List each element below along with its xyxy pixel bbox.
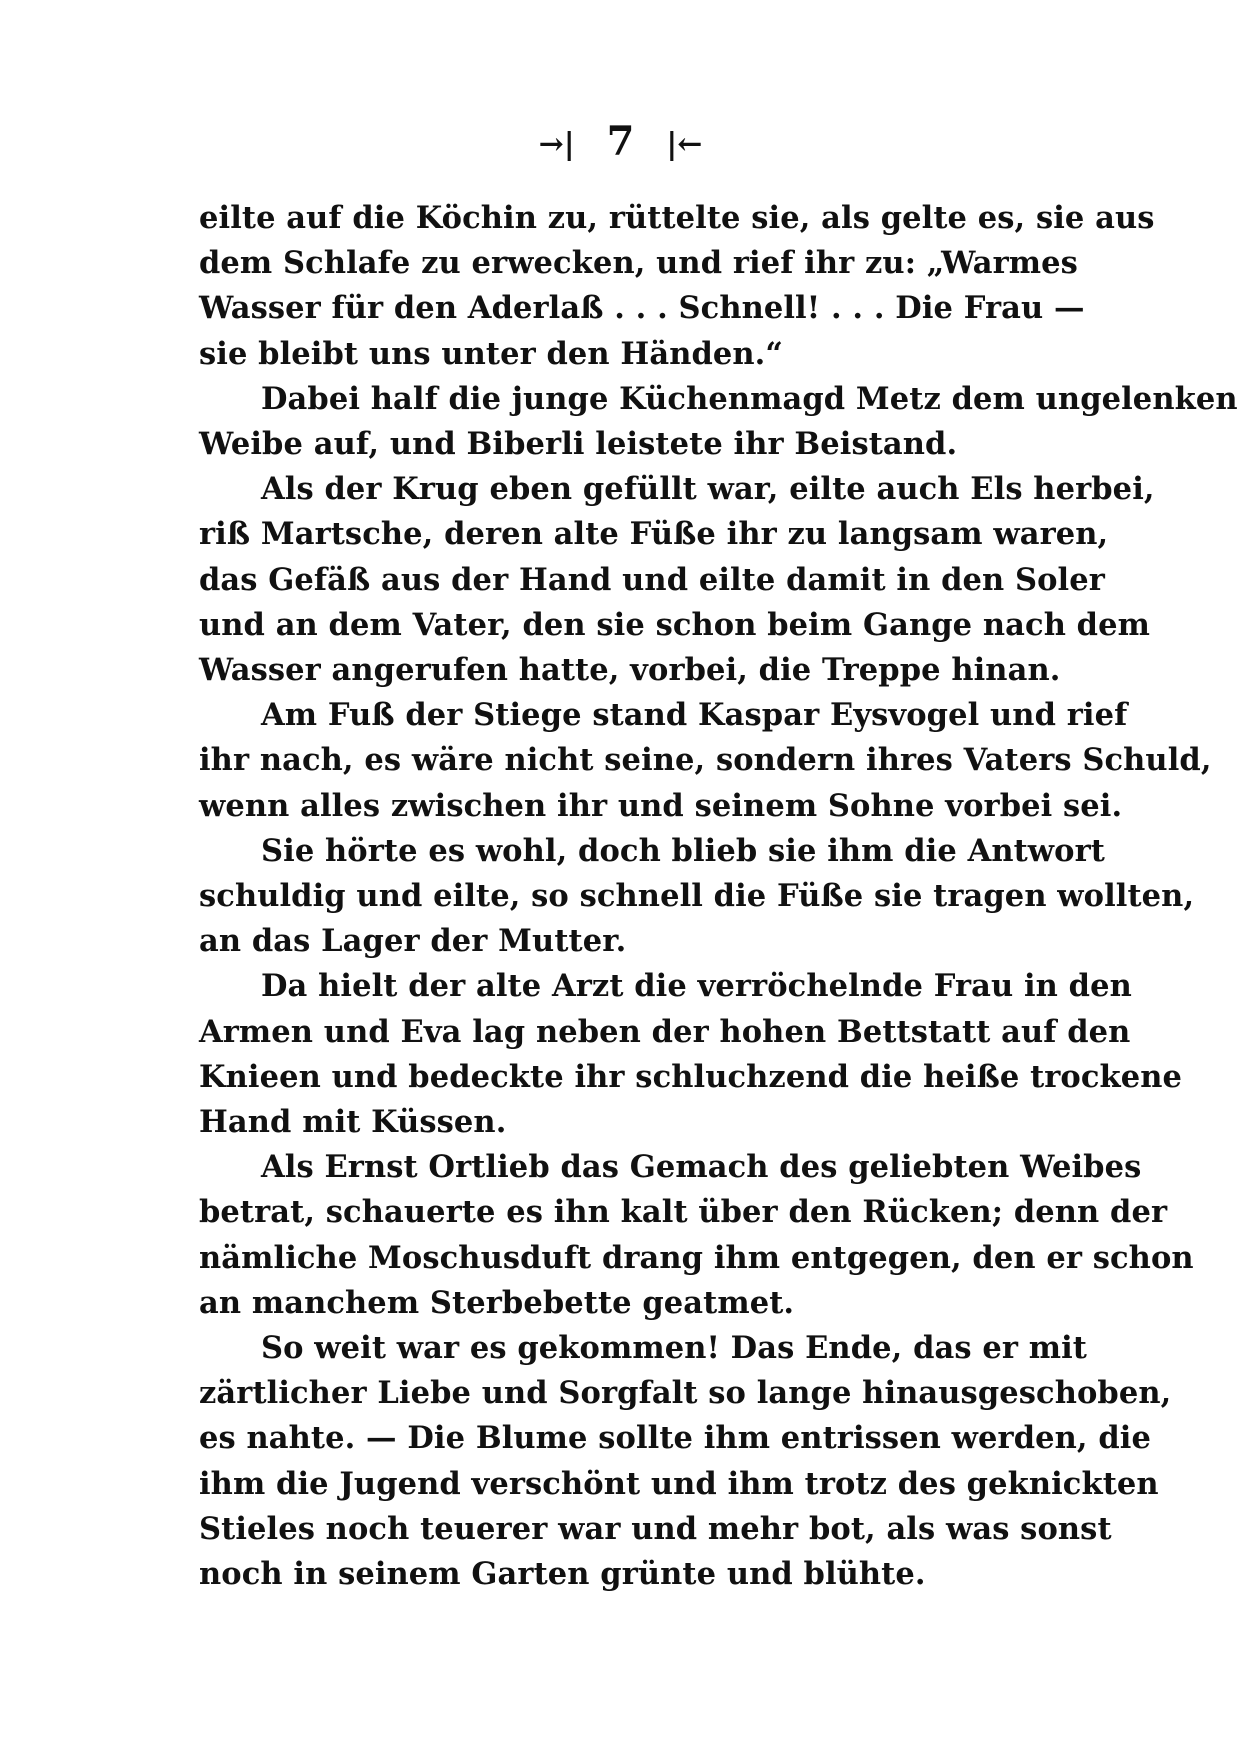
- text-line: Wasser angerufen hatte, vorbei, die Treppe hinan.: [199, 652, 1061, 689]
- text-line: Stieles noch teuerer war und mehr bot, als was sonst: [199, 1510, 1112, 1547]
- text-line: Als Ernst Ortlieb das Gemach des geliebten Weibes: [261, 1149, 1142, 1186]
- text-line: Sie hörte es wohl, doch blieb sie ihm die Antwort: [261, 832, 1105, 869]
- text-line: sie bleibt uns unter den Händen.“: [199, 335, 784, 372]
- text-line: Am Fuß der Stiege stand Kaspar Eysvogel und rief: [261, 697, 1128, 734]
- page-header: [0, 118, 1241, 169]
- left-ornament: →|: [538, 127, 575, 162]
- text-line: Als der Krug eben gefüllt war, eilte auch Els herbei,: [261, 471, 1155, 508]
- text-line: ihm die Jugend verschönt und ihm trotz des geknickten: [199, 1465, 1159, 1502]
- text-line: dem Schlafe zu erwecken, und rief ihr zu: „Warmes: [199, 245, 1078, 282]
- text-line: und an dem Vater, den sie schon beim Gange nach dem: [199, 606, 1150, 643]
- text-line: noch in seinem Garten grünte und blühte.: [199, 1556, 926, 1593]
- text-line: schuldig und eilte, so schnell die Füße sie tragen wollten,: [199, 878, 1195, 915]
- text-line: eilte auf die Köchin zu, rüttelte sie, als gelte es, sie aus: [199, 200, 1155, 236]
- paragraph: [199, 467, 1155, 693]
- paragraph: [199, 964, 1183, 1145]
- paragraph: [199, 693, 1212, 829]
- text-line: So weit war es gekommen! Das Ende, das er mit: [261, 1330, 1087, 1367]
- text-line: betrat, schauerte es ihn kalt über den Rücken; denn der: [199, 1194, 1168, 1231]
- text-line: Hand mit Küssen.: [199, 1104, 507, 1141]
- text-line: wenn alles zwischen ihr und seinem Sohne vorbei sei.: [199, 787, 1123, 824]
- text-line: Knieen und bedeckte ihr schluchzend die heiße trockene: [199, 1058, 1183, 1095]
- paragraph: [199, 1326, 1172, 1597]
- text-line: Weibe auf, und Biberli leistete ihr Beistand.: [199, 426, 958, 463]
- text-line: Da hielt der alte Arzt die verröchelnde Frau in den: [261, 968, 1132, 1005]
- text-line: riß Martsche, deren alte Füße ihr zu langsam waren,: [199, 516, 1109, 553]
- text-line: das Gefäß aus der Hand und eilte damit in den Soler: [199, 561, 1105, 598]
- right-ornament: |←: [666, 127, 703, 162]
- text-line: Armen und Eva lag neben der hohen Bettstatt auf den: [199, 1013, 1131, 1050]
- page-number: 7: [606, 118, 635, 165]
- paragraph: [199, 829, 1195, 965]
- text-line: an das Lager der Mutter.: [199, 923, 627, 960]
- paragraph: [199, 1145, 1194, 1326]
- text-line: zärtlicher Liebe und Sorgfalt so lange hinausgeschoben,: [199, 1375, 1172, 1412]
- text-line: Dabei half die junge Küchenmagd Metz dem ungelenken: [261, 380, 1238, 417]
- paragraph: [199, 196, 1155, 377]
- text-line: es nahte. — Die Blume sollte ihm entrissen werden, die: [199, 1420, 1151, 1457]
- text-body: [199, 196, 1238, 1597]
- text-line: ihr nach, es wäre nicht seine, sondern ihres Vaters Schuld,: [199, 742, 1212, 779]
- text-line: Wasser für den Aderlaß . . . Schnell! . . . Die Frau —: [199, 290, 1085, 327]
- text-line: nämliche Moschusduft drang ihm entgegen, den er schon: [199, 1239, 1194, 1276]
- text-line: an manchem Sterbebette geatmet.: [199, 1284, 795, 1321]
- paragraph: [199, 377, 1238, 467]
